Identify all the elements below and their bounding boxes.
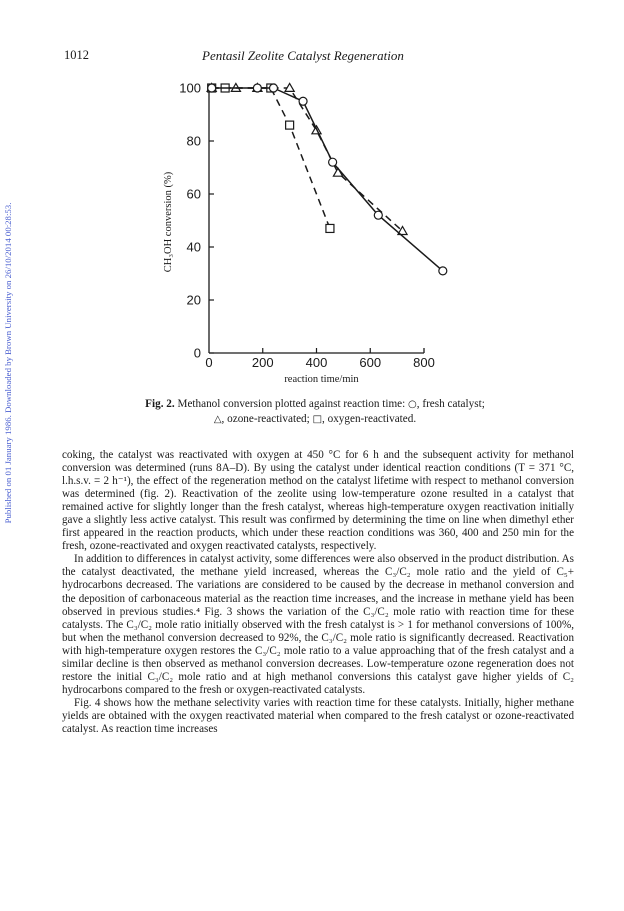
data-point-circle [208,84,216,92]
data-point-circle [439,267,447,275]
paragraph-1: coking, the catalyst was reactivated with oxygen at 450 °C for 6 h and the subsequent activity for methanol conversion was determined (runs 8A–D). By using the catalyst under identical reaction conditions (T = 371 °C, l.h.s.v. = 2 h⁻¹), the effect of the regeneration method on the catalyst lifetime with respect to methanol conversion was determined (fig. 2). Reactivation of the zeolite using low-temperature ozone resulted in a catalyst that remained active for slightly longer than the fresh catalyst, whereas high-temperature oxygen reactivation initially gave a slightly less active catalyst. This result was confirmed by determining the time on line when dimethyl ether first appeared in the reaction products, which under these reaction conditions was 360, 400 and 250 min for the fresh, ozone-reactivated and oxygen reactivated catalysts, respectively. [62,449,574,553]
caption-ozone: ozone-reactivated; [227,413,310,425]
x-axis-label: reaction time/min [284,374,359,385]
running-title: Pentasil Zeolite Catalyst Regeneration [202,48,404,63]
body-text [62,449,574,736]
paragraph-3: Fig. 4 shows how the methane selectivity varies with reaction time for these catalysts. Initially, higher methane yields are obtained with the oxygen reactivated material when compared to the fresh catalyst or ozone-reactivated catalyst. As reaction time increases [62,696,574,735]
x-tick-label: 400 [305,355,328,370]
data-point-circle [253,84,261,92]
triangle-icon: △ [213,414,222,425]
x-tick-label: 200 [251,355,274,370]
data-point-square [326,224,334,232]
data-point-circle [374,211,382,219]
y-tick-label: 100 [179,80,201,96]
series-line-square [212,88,330,228]
x-tick-label: 800 [413,355,435,370]
y-tick-label: 20 [186,292,201,308]
figure-2-chart [0,0,624,400]
series-line-circle [212,88,443,271]
publication-side-note[interactable]: Published on 01 January 1986. Downloaded by Brown University on 26/10/2014 00:28:53. [3,202,13,524]
data-point-square [286,121,294,129]
data-point-circle [329,158,337,166]
paragraph-2: In addition to differences in catalyst activity, some differences were also observed in the product distribution. As the catalyst deactivated, the methane yield increased, whereas the C₃/C₂ mole ratio and the yield of C₅+ hydrocarbons decreased. The variations are considered to be caused by the decrease in methanol conversion and the deposition of carbonaceous material as the reaction time increases, and the increase in methane yield has been observed in previous studies.⁴ Fig. 3 shows the variation of the C₃/C₂ mole ratio with reaction time for these catalysts. The C₃/C₂ mole ratio initially observed with the fresh catalyst is > 1 for methanol conversions of 100%, but when the methanol conversion decreased to 92%, the C₃/C₂ mole ratio is significantly decreased. Reactivation with high-temperature oxygen restores the C₃/C₂ mole ratio to a value approaching that of the fresh catalyst and a similar decline is then observed as methanol conversion decreases. Low-temperature ozone regeneration does not restore the initial C₃/C₂ mole ratio and at high methanol conversions this catalyst gave higher yields of C₂ hydrocarbons compared to the fresh or oxygen-reactivated catalysts. [62,553,574,696]
figure-caption: Fig. 2. Methanol conversion plotted against reaction time: ○, fresh catalyst; △, ozone-reactivated; □, oxygen-reactivated. [145,398,485,425]
y-tick-label: 0 [193,345,201,361]
caption-label: Fig. 2. [145,398,175,410]
x-tick-label: 0 [205,355,213,370]
circle-icon: ○ [408,399,417,410]
caption-fresh: fresh catalyst; [422,398,485,410]
data-point-circle [299,97,307,105]
caption-text: Methanol conversion plotted against reaction time: [177,398,409,410]
y-tick-label: 60 [186,186,201,202]
y-tick-label: 40 [186,239,201,255]
y-axis-label: CH₃OH conversion (%) [163,171,174,273]
data-point-circle [270,84,278,92]
page-number: 1012 [64,48,89,62]
chart-axes [163,81,435,386]
x-tick-label: 600 [359,355,382,370]
caption-oxygen: oxygen-reactivated. [327,413,417,425]
y-tick-label: 80 [186,133,201,149]
chart-series [207,83,447,274]
square-icon: □ [312,414,323,425]
